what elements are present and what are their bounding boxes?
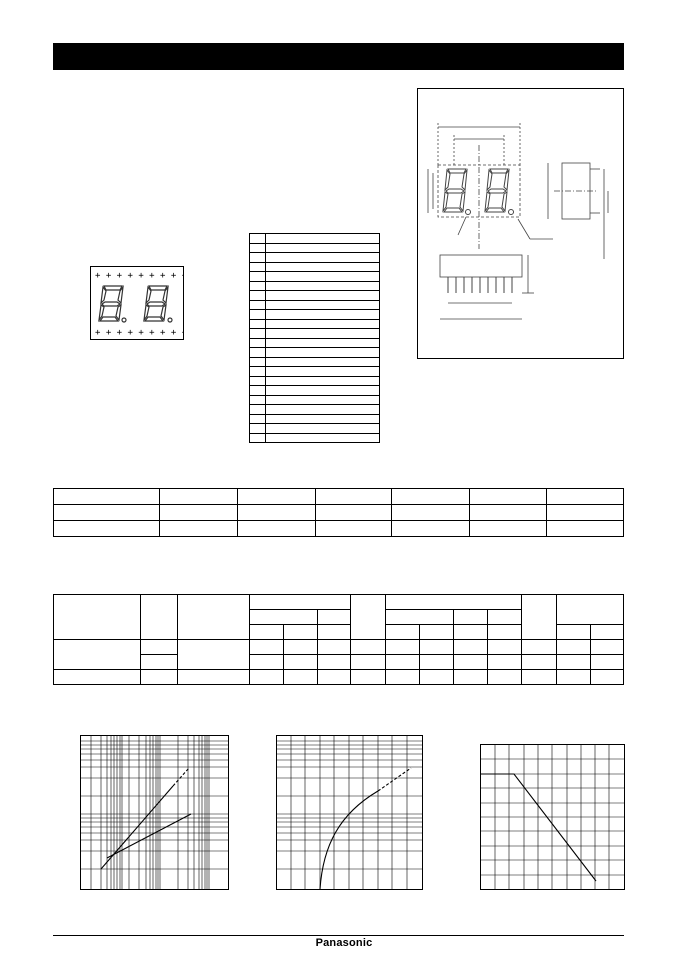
pin-connection-table bbox=[249, 233, 380, 443]
display-face-illustration bbox=[90, 266, 184, 340]
header-title-bar bbox=[53, 43, 624, 70]
chart-derating bbox=[480, 744, 625, 890]
plus-mark-icon: + + + + + + + + + bbox=[95, 271, 183, 281]
chart-line-a bbox=[101, 786, 173, 869]
chart-log-log bbox=[80, 735, 229, 890]
chart-line-b bbox=[107, 814, 191, 858]
absolute-ratings-table bbox=[53, 488, 624, 537]
chart-line-a-dashed bbox=[173, 768, 189, 786]
plus-mark-icon: + + + + + + + + + bbox=[95, 328, 183, 338]
footer-brand: Panasonic bbox=[315, 937, 373, 949]
footer-rule bbox=[53, 935, 624, 936]
chart-curve bbox=[276, 735, 423, 890]
seven-segment-digit-icon bbox=[91, 267, 183, 339]
electro-optical-characteristics-table bbox=[53, 594, 624, 685]
chart-curve-dashed bbox=[378, 768, 411, 791]
dimensions-drawing bbox=[417, 88, 624, 359]
chart-derating-line bbox=[481, 774, 596, 881]
